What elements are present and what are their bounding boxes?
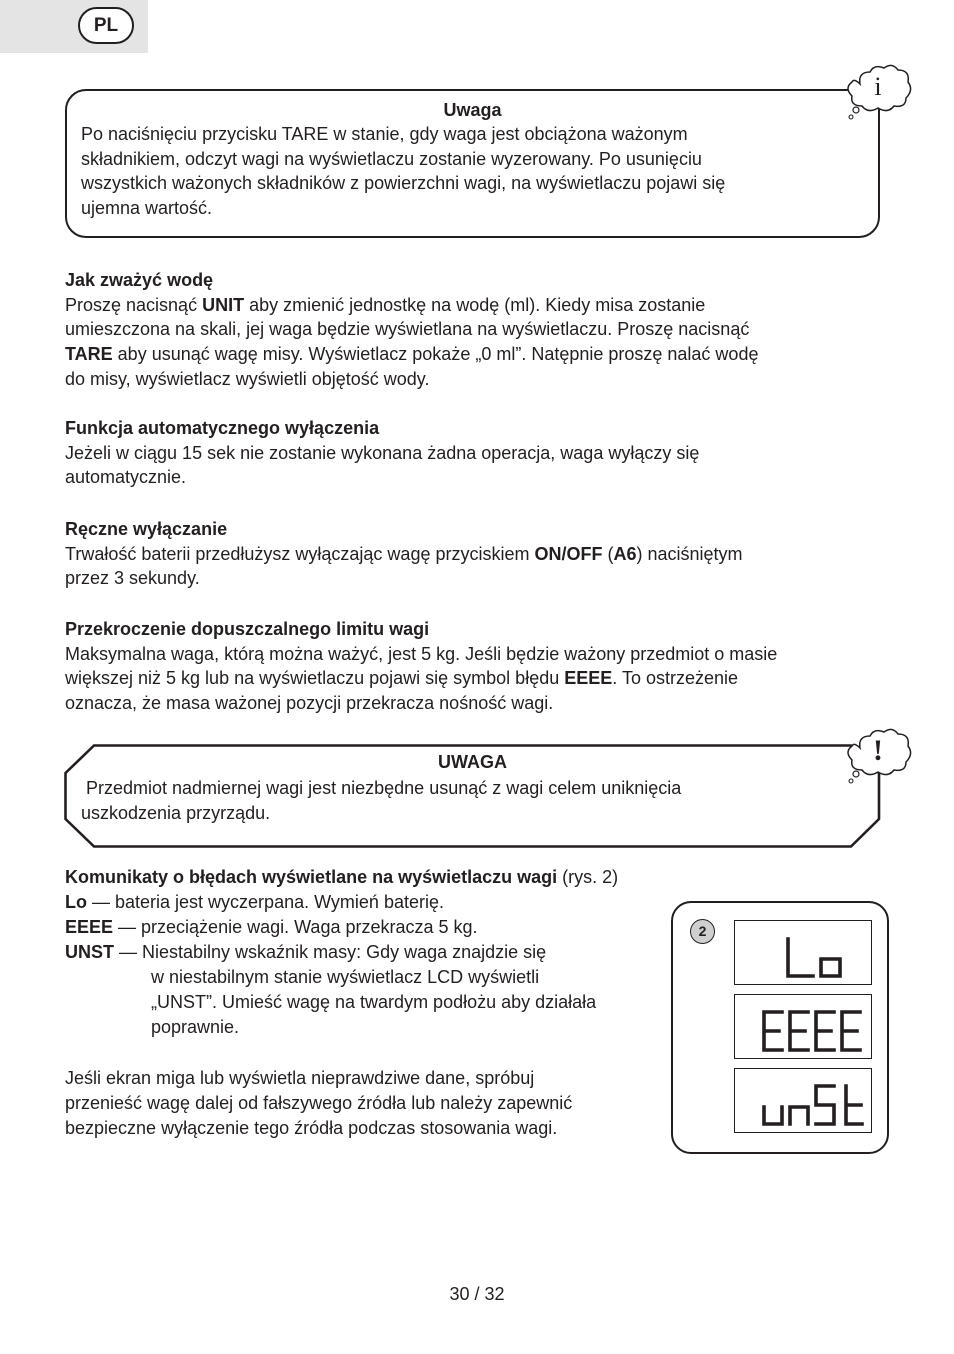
autooff-section — [65, 416, 880, 490]
info-glyph: i — [874, 72, 882, 101]
lcd-display-lo — [734, 920, 872, 985]
water-line — [65, 342, 880, 367]
error-code: UNST — [65, 942, 114, 962]
error-code: EEEE — [65, 917, 114, 937]
onoff-label: ON/OFF — [534, 543, 603, 564]
water-line: umieszczona na skali, jej waga będzie wyświetlana na wyświetlaczu. Proszę nacisnąć — [65, 319, 750, 340]
warning-line: Przedmiot nadmiernej wagi jest niezbędne usunąć z wagi celem uniknięcia — [81, 778, 682, 798]
water-line — [65, 293, 880, 318]
manualoff-line: przez 3 sekundy. — [65, 568, 200, 589]
text-span: aby zmienić jednostkę na wodę (ml). Kiedy misa zostanie — [244, 294, 706, 315]
language-badge: PL — [78, 7, 134, 44]
error-row-lo — [65, 890, 695, 915]
warning-line: uszkodzenia przyrządu. — [81, 802, 271, 823]
info-cloud-icon — [842, 62, 914, 124]
error-list — [65, 865, 695, 1040]
note-line: składnikiem, odczyt wagi na wyświetlaczu zostanie wyzerowany. Po usunięciu — [81, 148, 702, 169]
overload-line: oznacza, że masa ważonej pozycji przekracza nośność wagi. — [65, 693, 554, 714]
errors-ref: (rys. 2) — [557, 867, 619, 887]
error-row-unst-cont: poprawnie. — [151, 1017, 240, 1037]
overload-section — [65, 617, 880, 716]
warning-text — [81, 776, 801, 825]
figure-2 — [671, 901, 889, 1154]
errors-heading: Komunikaty o błędach wyświetlane na wyświetlaczu wagi — [65, 867, 558, 887]
note-line: ujemna wartość. — [81, 197, 213, 218]
warning-box — [65, 744, 880, 847]
autooff-line: automatycznie. — [65, 467, 187, 488]
closing-line: Jeśli ekran miga lub wyświetla nieprawdziwe dane, spróbuj — [65, 1068, 535, 1088]
error-row-unst — [65, 940, 695, 965]
unit-label: UNIT — [202, 294, 245, 315]
error-row-unst-cont: w niestabilnym stanie wyświetlacz LCD wyświetli — [151, 967, 540, 987]
warning-glyph: ! — [873, 734, 883, 767]
error-code: Lo — [65, 892, 87, 912]
closing-paragraph — [65, 1066, 655, 1141]
manualoff-section — [65, 517, 880, 591]
error-text: — bateria jest wyczerpana. Wymień baterię. — [87, 892, 444, 912]
error-row-unst-cont: „UNST”. Umieść wagę na twardym podłożu aby działała — [151, 992, 597, 1012]
water-line: do misy, wyświetlacz wyświetli objętość wody. — [65, 368, 430, 389]
note-box — [65, 89, 880, 238]
language-tab — [0, 0, 148, 53]
errors-heading-row — [65, 865, 695, 890]
tare-label: TARE — [65, 344, 113, 365]
overload-line — [65, 666, 880, 691]
closing-line: bezpieczne wyłączenie tego źródła podczas stosowania wagi. — [65, 1118, 558, 1138]
error-text: — przeciążenie wagi. Waga przekracza 5 kg. — [113, 917, 478, 937]
lcd-display-eeee — [734, 994, 872, 1059]
warning-cloud-icon — [842, 726, 914, 788]
a6-label: A6 — [613, 543, 637, 564]
lcd-segments-unst — [735, 1069, 870, 1131]
text-span: aby usunąć wagę misy. Wyświetlacz pokaże „0 ml”. Natępnie proszę nalać wodę — [112, 344, 759, 365]
manualoff-line — [65, 542, 880, 567]
figure-number: 2 — [690, 919, 715, 944]
note-line: wszystkich ważonych składników z powierzchni wagi, na wyświetlaczu pojawi się — [81, 173, 726, 193]
text-span: większej niż 5 kg lub na wyświetlaczu pojawi się symbol błędu — [65, 668, 565, 689]
overload-heading: Przekroczenie dopuszczalnego limitu wagi — [65, 619, 430, 639]
manualoff-heading: Ręczne wyłączanie — [65, 519, 228, 539]
note-line: Po naciśnięciu przycisku TARE w stanie, gdy waga jest obciążona ważonym — [81, 124, 688, 144]
autooff-heading: Funkcja automatycznego wyłączenia — [65, 418, 380, 438]
lcd-display-unst — [734, 1068, 872, 1133]
note-text — [81, 122, 841, 220]
lcd-segments-lo — [735, 921, 870, 983]
text-span: Proszę nacisnąć — [65, 294, 203, 315]
text-span: . To ostrzeżenie — [612, 668, 739, 689]
water-heading: Jak zważyć wodę — [65, 270, 214, 290]
eeee-label: EEEE — [564, 668, 613, 689]
text-span: ) naciśniętym — [636, 543, 743, 564]
note-title: Uwaga — [443, 100, 502, 120]
closing-line: przenieść wagę dalej od fałszywego źródła lub należy zapewnić — [65, 1093, 573, 1113]
water-section — [65, 268, 880, 392]
page-number: 30 / 32 — [449, 1284, 505, 1304]
text-span: ( — [602, 543, 614, 564]
lcd-segments-eeee — [735, 995, 870, 1057]
error-row-eeee — [65, 915, 695, 940]
text-span: Trwałość baterii przedłużysz wyłączając wagę przyciskiem — [65, 543, 535, 564]
overload-line: Maksymalna waga, którą można ważyć, jest 5 kg. Jeśli będzie ważony przedmiot o masie — [65, 643, 778, 664]
warning-title: UWAGA — [438, 752, 507, 772]
autooff-line: Jeżeli w ciągu 15 sek nie zostanie wykonana żadna operacja, waga wyłączy się — [65, 442, 700, 463]
error-text: — Niestabilny wskaźnik masy: Gdy waga znajdzie się — [114, 942, 547, 962]
